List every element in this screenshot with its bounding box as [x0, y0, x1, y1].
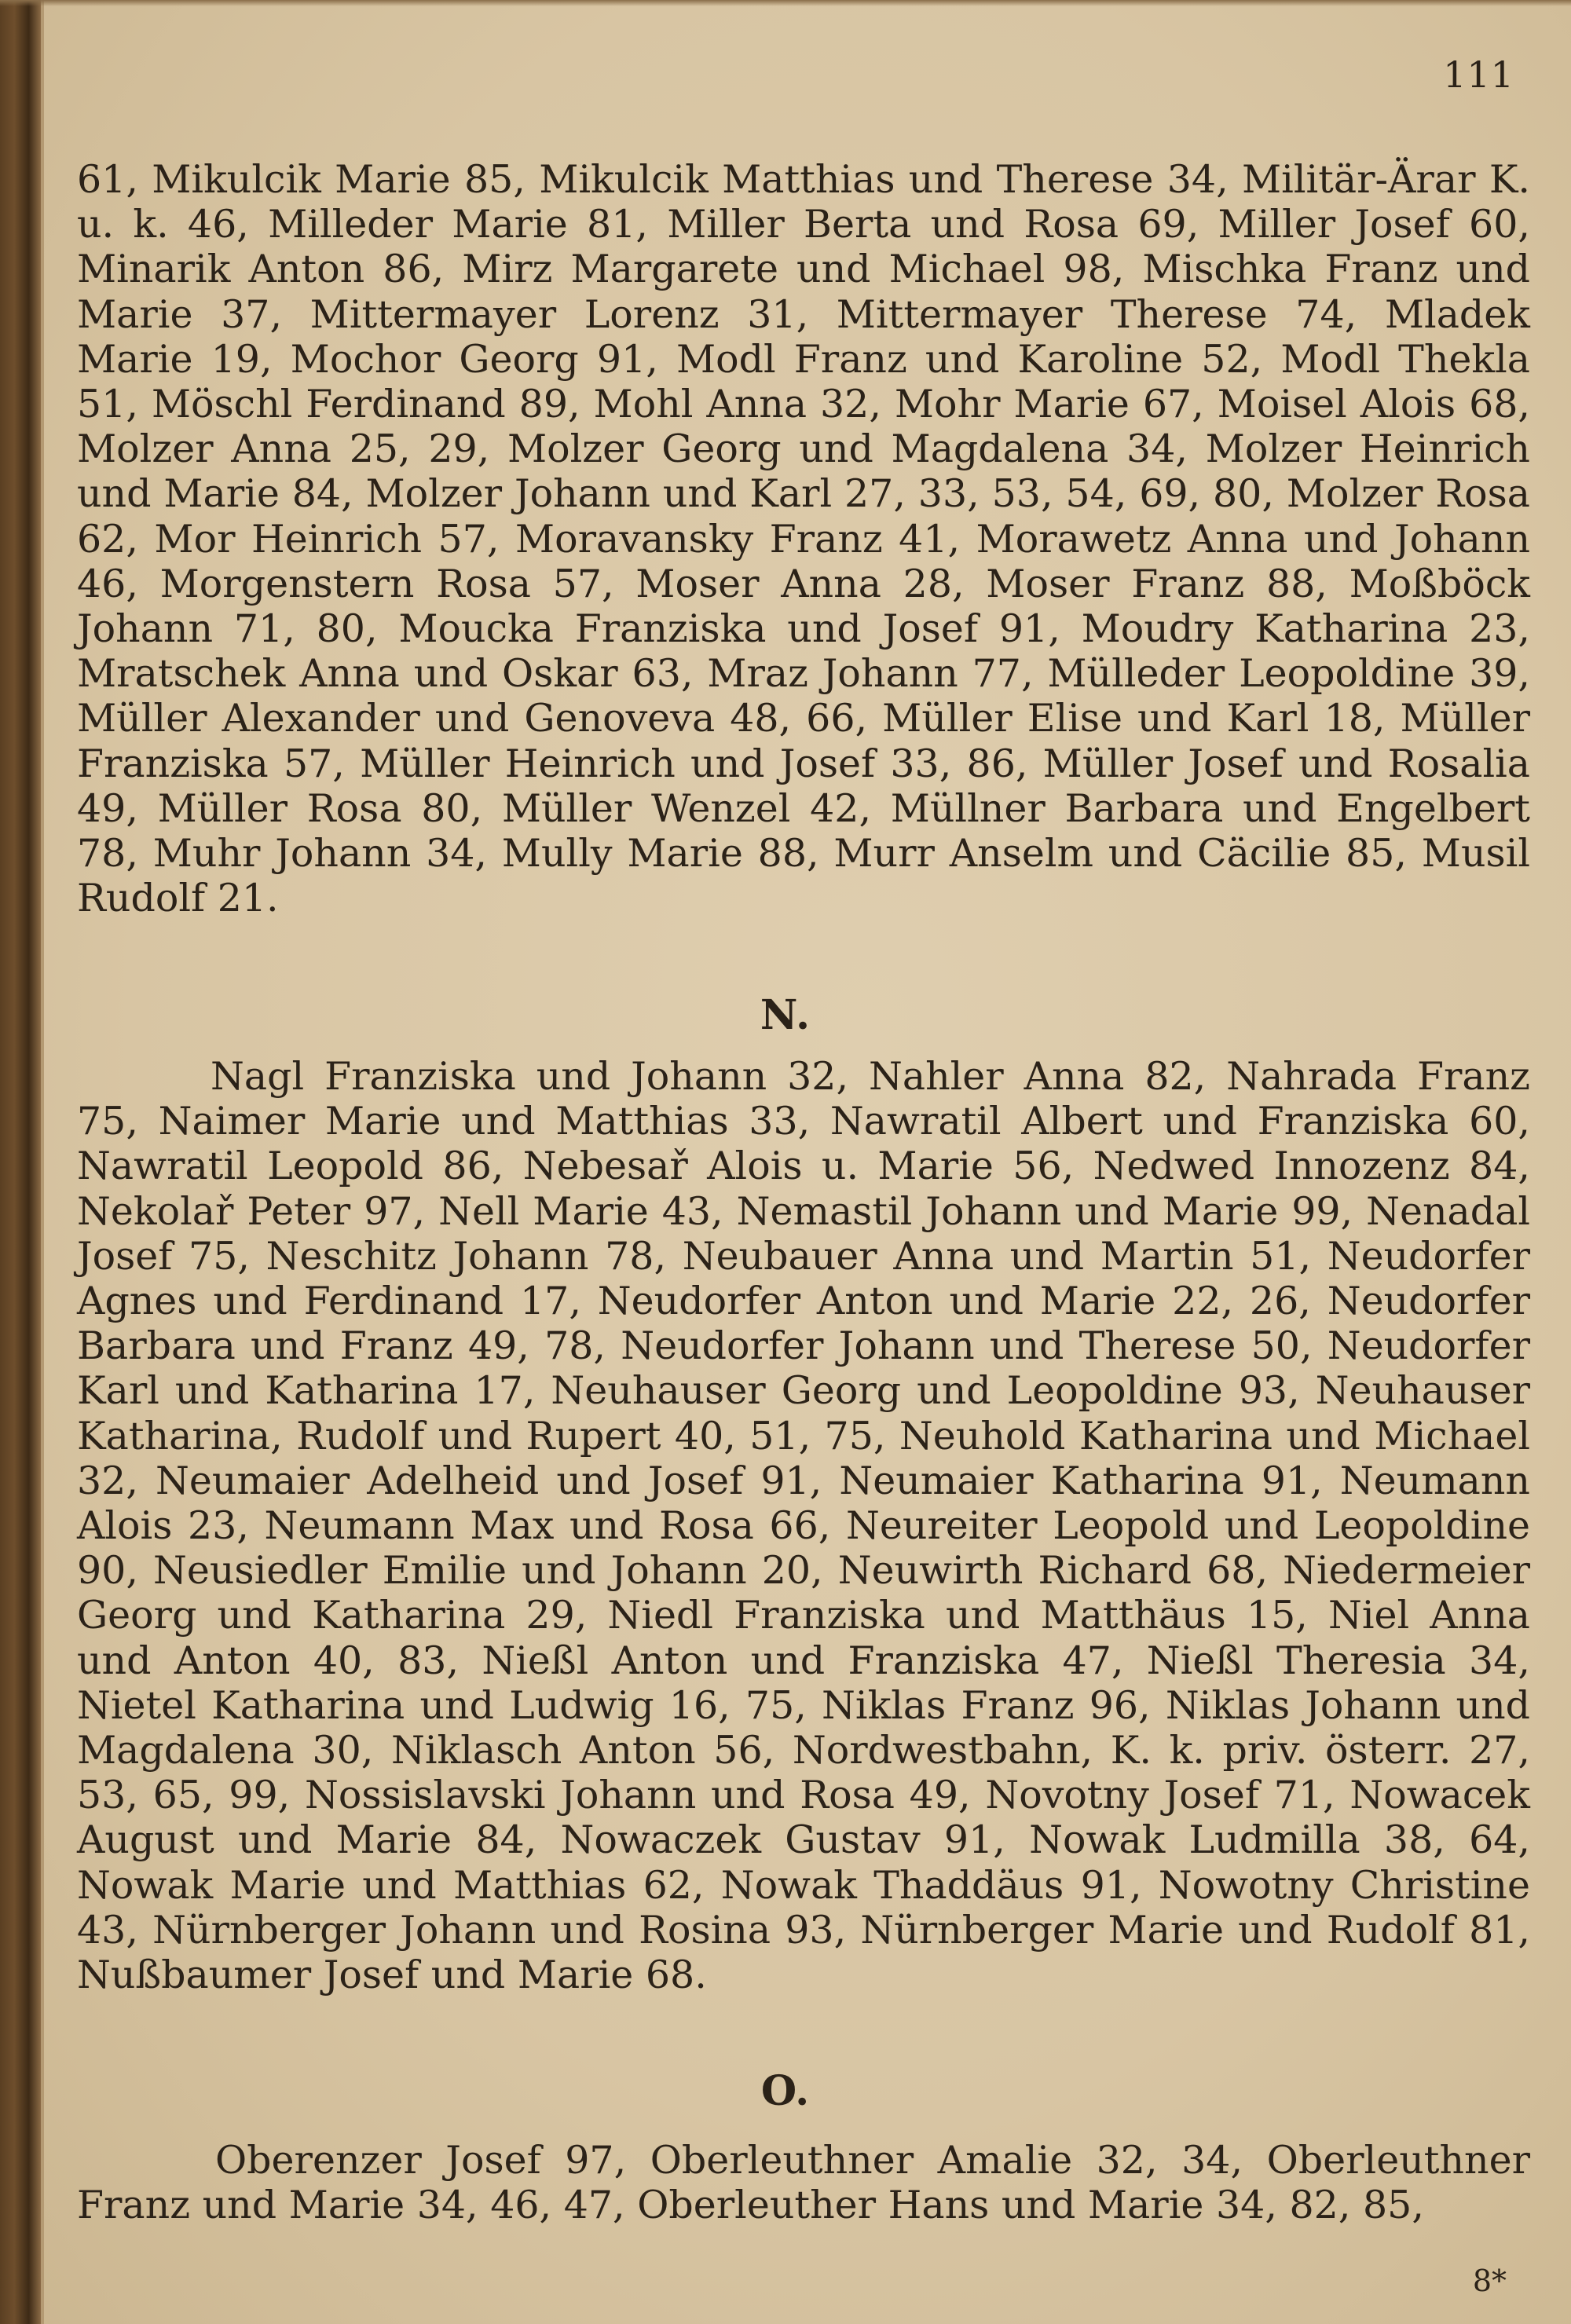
book-binding: [0, 0, 41, 2324]
index-entries-o: Oberenzer Josef 97, Oberleuthner Amalie 32, 34, Oberleuthner Franz und Marie 34, 46, 47, Oberleuther Hans und Marie 34, 82, 85,: [77, 2138, 1530, 2228]
index-entries-m: 61, Mikulcik Marie 85, Mikulcik Matthias und Therese 34, Militär-Ärar K. u. k. 46, Milleder Marie 81, Miller Berta und Rosa 69, Miller Josef 60, Minarik Anton 86, Mirz Margarete und Michael 98, Mischka Franz und Marie 37, Mittermayer Lorenz 31, Mittermayer Therese 74, Mladek Marie 19, Mochor Georg 91, Modl Franz und Karoline 52, Modl Thekla 51, Möschl Ferdinand 89, Mohl Anna 32, Mohr Marie 67, Moisel Alois 68, Molzer Anna 25, 29, Molzer Georg und Magdalena 34, Molzer Heinrich und Marie 84, Molzer Johann und Karl 27, 33, 53, 54, 69, 80, Molzer Rosa 62, Mor Heinrich 57, Moravansky Franz 41, Morawetz Anna und Johann 46, Morgenstern Rosa 57, Moser Anna 28, Moser Franz 88, Moßböck Johann 71, 80, Moucka Franziska und Josef 91, Moudry Katharina 23, Mratschek Anna und Oskar 63, Mraz Johann 77, Mülleder Leopoldine 39, Müller Alexander und Genoveva 48, 66, Müller Elise und Karl 18, Müller Franziska 57, Müller Heinrich und Josef 33, 86, Müller Josef und Rosalia 49, Müller Rosa 80, Müller Wenzel 42, Müllner Barbara und Engelbert 78, Muhr Johann 34, Mully Marie 88, Murr Anselm und Cäcilie 85, Musil Rudolf 21.: [77, 157, 1530, 921]
index-section-n: [77, 1054, 1530, 1997]
section-heading-o: O.: [760, 2067, 811, 2115]
page-top-edge: [0, 0, 1571, 6]
index-section-m: [77, 157, 1530, 920]
section-heading-n: N.: [760, 991, 811, 1039]
printer-signature-mark: 8*: [1472, 2264, 1507, 2298]
index-entries-n: Nagl Franziska und Johann 32, Nahler Anna 82, Nahrada Franz 75, Naimer Marie und Matthias 33, Nawratil Albert und Franziska 60, Nawratil Leopold 86, Nebesař Alois u. Marie 56, Nedwed Innozenz 84, Nekolař Peter 97, Nell Marie 43, Nemastil Johann und Marie 99, Nenadal Josef 75, Neschitz Johann 78, Neubauer Anna und Martin 51, Neudorfer Agnes und Ferdinand 17, Neudorfer Anton und Marie 22, 26, Neudorfer Barbara und Franz 49, 78, Neudorfer Johann und Therese 50, Neudorfer Karl und Katharina 17, Neuhauser Georg und Leopoldine 93, Neuhauser Katharina, Rudolf und Rupert 40, 51, 75, Neuhold Katharina und Michael 32, Neumaier Adelheid und Josef 91, Neumaier Katharina 91, Neumann Alois 23, Neumann Max und Rosa 66, Neureiter Leopold und Leopoldine 90, Neusiedler Emilie und Johann 20, Neuwirth Richard 68, Niedermeier Georg und Katharina 29, Niedl Franziska und Matthäus 15, Niel Anna und Anton 40, 83, Nießl Anton und Franziska 47, Nießl Theresia 34, Nietel Katharina und Ludwig 16, 75, Niklas Franz 96, Niklas Johann und Magdalena 30, Niklasch Anton 56, Nordwestbahn, K. k. priv. österr. 27, 53, 65, 99, Nossislavski Johann und Rosa 49, Novotny Josef 71, Nowacek August und Marie 84, Nowaczek Gustav 91, Nowak Ludmilla 38, 64, Nowak Marie und Matthias 62, Nowak Thaddäus 91, Nowotny Christine 43, Nürnberger Johann und Rosina 93, Nürnberger Marie und Rudolf 81, Nußbaumer Josef und Marie 68.: [77, 1054, 1530, 1998]
page-number: 111: [1443, 53, 1514, 96]
binding-edge: [41, 0, 44, 2324]
index-section-o: [77, 2138, 1530, 2227]
